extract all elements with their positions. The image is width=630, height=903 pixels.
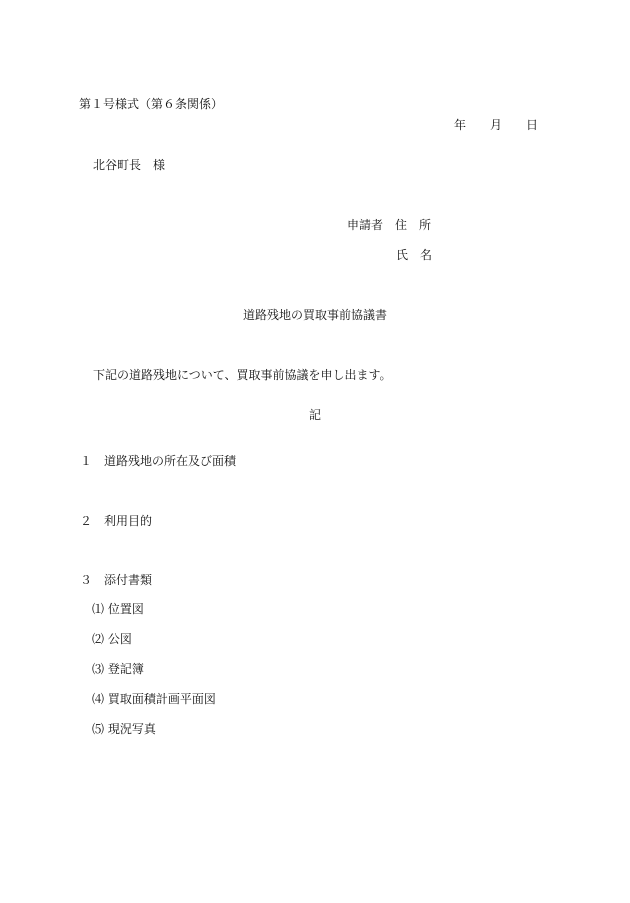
applicant-name-label: 氏 名 <box>396 248 433 262</box>
date-line: 年 月 日 <box>454 118 539 132</box>
attachment-cadastral-map: ⑵ 公図 <box>92 632 132 646</box>
attachment-location-map: ⑴ 位置図 <box>92 602 144 616</box>
ki-heading: 記 <box>308 408 321 422</box>
item-attachments: ３ 添付書類 <box>80 573 153 587</box>
item-location-area: １ 道路残地の所在及び面積 <box>80 454 237 468</box>
attachment-photos: ⑸ 現況写真 <box>92 722 156 736</box>
attachment-plan-drawing: ⑷ 買取面積計画平面図 <box>92 692 216 706</box>
form-number: 第１号様式（第６条関係） <box>79 97 224 111</box>
item-purpose: ２ 利用目的 <box>80 514 153 528</box>
intro-text: 下記の道路残地について、買取事前協議を申し出ます。 <box>93 368 392 382</box>
attachment-registry: ⑶ 登記簿 <box>92 662 144 676</box>
document-title: 道路残地の買取事前協議書 <box>242 308 387 322</box>
applicant-address-label: 申請者 住 所 <box>347 218 432 232</box>
addressee: 北谷町長 様 <box>93 158 166 172</box>
